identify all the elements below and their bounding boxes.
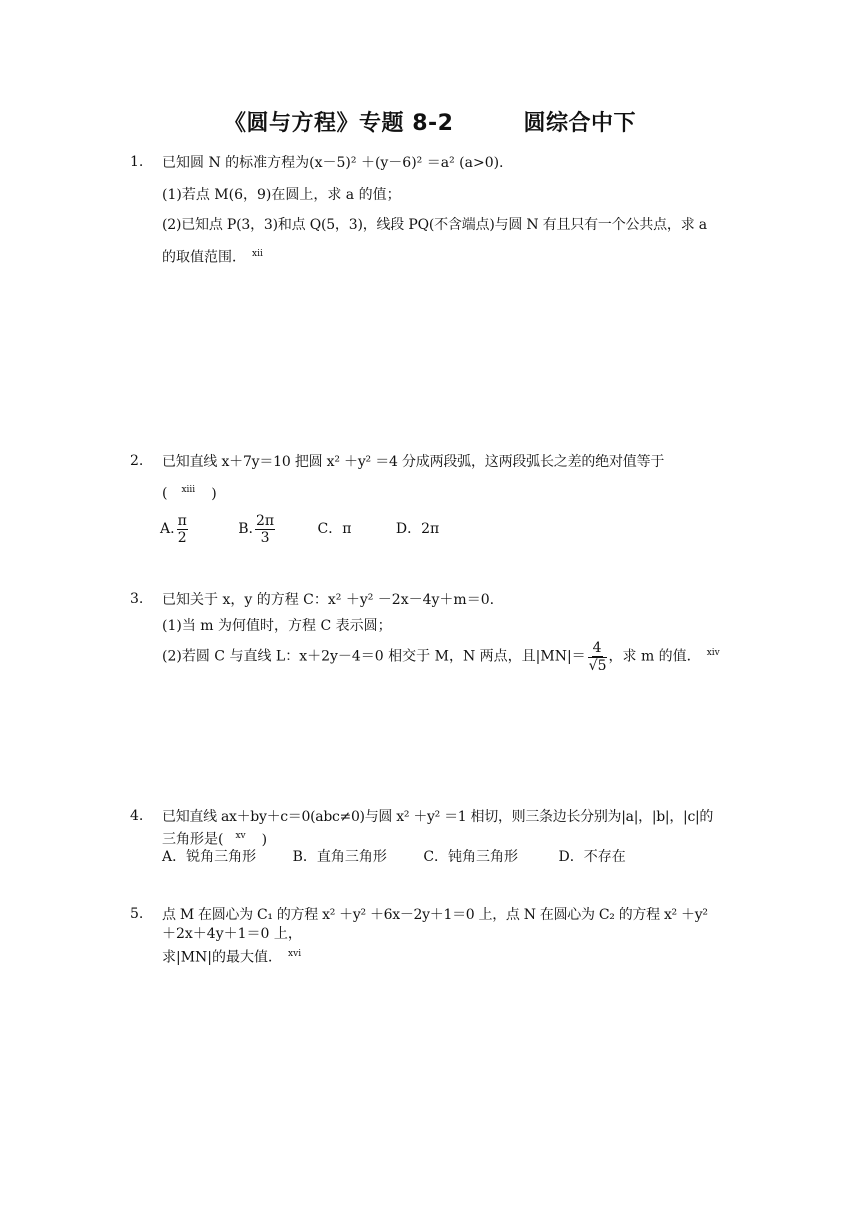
- question-3-stem: 已知关于 x，y 的方程 C：x² ＋y² －2x－4y＋m＝0.: [162, 592, 495, 608]
- question-3-part1: (1)当 m 为何值时，方程 C 表示圆；: [162, 618, 392, 634]
- title-sub: 圆综合中下: [523, 111, 636, 136]
- fraction-denominator: 3: [260, 529, 270, 546]
- option-b: B．直角三角形: [292, 849, 387, 865]
- question-4-stem2-text: 三角形是(: [162, 831, 224, 848]
- option-c: C．π: [317, 521, 352, 537]
- option-d: D．不存在: [558, 849, 626, 865]
- footnote-ref-xv[interactable]: xv: [235, 831, 246, 841]
- question-4-stem: 已知直线 ax＋by＋c＝0(abc≠0)与圆 x² ＋y² ＝1 相切，则三条边长分别为|a|，|b|，|c|的: [162, 809, 714, 825]
- question-5-line1: 点 M 在圆心为 C₁ 的方程 x² ＋y² ＋6x－2y＋1＝0 上，点 N 在圆心为 C₂ 的方程 x² ＋y²: [162, 907, 708, 923]
- question-3-part2: [162, 634, 720, 676]
- option-a-fraction: [177, 513, 188, 546]
- question-5-number: 5.: [130, 906, 144, 922]
- footnote-ref-xii[interactable]: xii: [252, 249, 263, 259]
- option-b-fraction: [255, 513, 275, 546]
- question-2-number: 2.: [130, 453, 144, 469]
- fraction-denominator: 2: [177, 529, 187, 546]
- option-a-label: A.: [160, 521, 175, 537]
- question-2-options: [160, 512, 439, 546]
- footnote-ref-xiv[interactable]: xiv: [706, 648, 720, 658]
- footnote-ref-xiii[interactable]: xiii: [181, 485, 196, 495]
- title-main: 《圆与方程》专题 8-2: [224, 111, 454, 136]
- question-4-options: [162, 848, 626, 866]
- question-5-line2: ＋2x＋4y＋1＝0 上，: [162, 926, 302, 942]
- option-b-label: B.: [238, 521, 253, 537]
- paren-close: ): [261, 831, 268, 848]
- option-b: [238, 512, 277, 546]
- question-5-line3: [162, 945, 301, 967]
- option-c: C．钝角三角形: [423, 849, 519, 865]
- question-1-part2-cont: [162, 245, 263, 267]
- question-3-number: 3.: [130, 591, 144, 607]
- paren-close: ): [211, 485, 217, 502]
- question-1-part1: (1)若点 M(6，9)在圆上，求 a 的值；: [162, 187, 401, 203]
- mn-fraction: [588, 640, 607, 674]
- question-1-part2-tail: 的取值范围．: [162, 249, 246, 266]
- question-3-part2-text: (2)若圆 C 与直线 L：x＋2y－4＝0 相交于 M，N 两点，且|MN|＝: [162, 648, 586, 665]
- paren-open: (: [162, 485, 168, 502]
- question-2-stem: 已知直线 x＋7y＝10 把圆 x² ＋y² ＝4 分成两段弧，这两段弧长之差的绝对值等于: [162, 454, 665, 470]
- question-1-part2: (2)已知点 P(3，3)和点 Q(5，3)，线段 PQ(不含端点)与圆 N 有且只有一个公共点，求 a: [162, 217, 707, 233]
- option-a: A．锐角三角形: [162, 849, 257, 865]
- question-5-line3-text: 求|MN|的最大值．: [162, 949, 283, 966]
- question-3-part2-tail: ，求 m 的值．: [608, 648, 701, 665]
- page-title: [0, 106, 860, 137]
- option-a: [160, 512, 190, 546]
- question-4-number: 4.: [130, 808, 144, 824]
- question-4-stem2: [162, 827, 267, 849]
- fraction-numerator: 4: [592, 639, 602, 656]
- footnote-ref-xvi[interactable]: xvi: [288, 949, 302, 959]
- question-2-paren: [162, 481, 217, 503]
- option-d: D．2π: [395, 521, 440, 537]
- fraction-denominator: √5: [588, 657, 607, 674]
- question-1-stem: 已知圆 N 的标准方程为(x－5)² ＋(y－6)² ＝a² (a>0).: [162, 155, 504, 171]
- fraction-numerator: π: [177, 512, 187, 529]
- fraction-numerator: 2π: [255, 512, 275, 529]
- question-1-number: 1.: [130, 154, 144, 170]
